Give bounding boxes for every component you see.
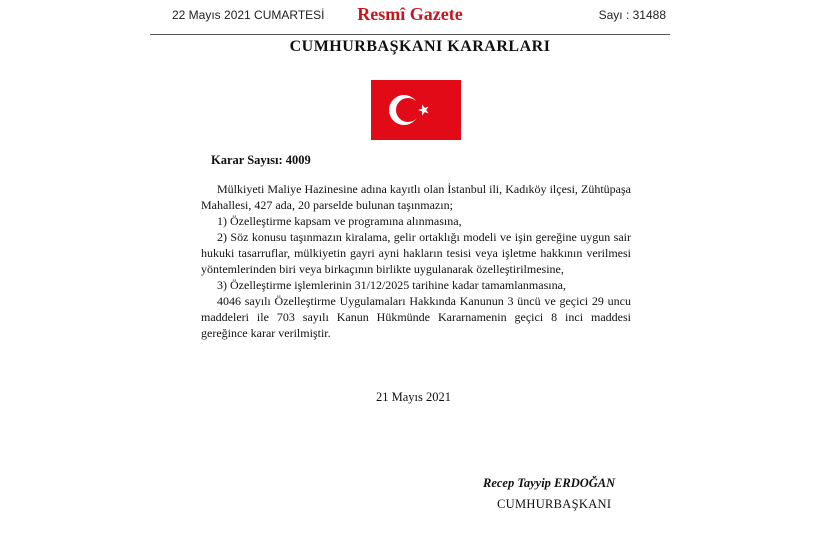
gazette-header	[150, 0, 670, 35]
decision-number: Karar Sayısı: 4009	[211, 153, 311, 167]
section-title: CUMHURBAŞKANI KARARLARI	[289, 38, 551, 55]
signature-date: 21 Mayıs 2021	[376, 390, 451, 404]
paragraph-item-1: 1) Özelleştirme kapsam ve programına alınmasına,	[217, 214, 462, 228]
gazette-title: Resmî Gazete	[357, 4, 463, 24]
paragraph-item-2: 2) Söz konusu taşınmazın kiralama, gelir ortaklığı modeli ve işin gereğine uygun sair hukuki tasarruflar, mülkiyetin gayri ayni hakların tesisi veya işletme hakkının verilmesi yöntemlerinden biri veya birkaçının birlikte uygulanarak özelleştirilmesine,	[201, 230, 631, 276]
paragraph-item-3: 3) Özelleştirme işlemlerinin 31/12/2025 tarihine kadar tamamlanmasına,	[217, 278, 566, 292]
paragraph-legal-basis: 4046 sayılı Özelleştirme Uygulamaları Hakkında Kanunun 3 üncü ve geçici 29 uncu maddeleri ile 703 sayılı Kanun Hükmünde Kararnamenin geçici 8 inci maddesi gereğince karar verilmiştir.	[201, 294, 631, 340]
signer-name: Recep Tayyip ERDOĞAN	[483, 476, 616, 490]
turkish-flag-icon	[371, 80, 461, 140]
signer-title: CUMHURBAŞKANI	[497, 497, 612, 511]
header-date: 22 Mayıs 2021 CUMARTESİ	[172, 8, 325, 22]
decision-body	[201, 181, 631, 341]
paragraph-intro: Mülkiyeti Maliye Hazinesine adına kayıtlı olan İstanbul ili, Kadıköy ilçesi, Zühtüpaşa Mahallesi, 427 ada, 20 parselde bulunan taşınmazın;	[201, 182, 631, 212]
header-issue-number: Sayı : 31488	[598, 8, 666, 22]
